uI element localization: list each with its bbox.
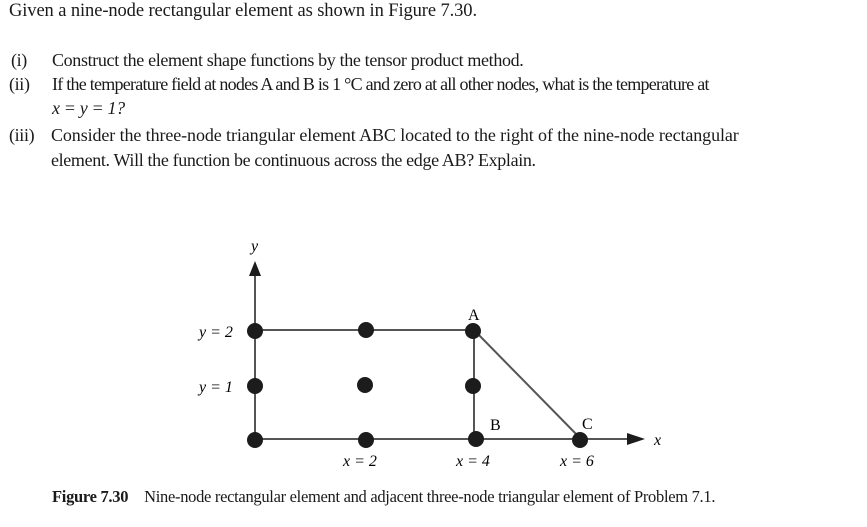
y-tick-1: y = 1 xyxy=(199,379,233,396)
figure-label: Figure 7.30 xyxy=(52,487,129,506)
y-axis-arrow-icon xyxy=(249,261,261,276)
x-tick-4: x = 4 xyxy=(456,453,490,470)
x-tick-6: x = 6 xyxy=(560,453,594,470)
problem-intro: Given a nine-node rectangular element as shown in Figure 7.30. xyxy=(9,1,477,21)
question-number: (ii) xyxy=(9,74,30,94)
node-A xyxy=(465,323,481,339)
question-text: Construct the element shape functions by the tensor product method. xyxy=(52,50,524,70)
node xyxy=(247,432,263,448)
x-axis-label: x xyxy=(654,432,662,449)
node xyxy=(465,378,481,394)
node-C xyxy=(572,432,588,448)
question-text-math: x = y = 1? xyxy=(52,98,125,118)
figure-caption xyxy=(52,487,715,507)
y-tick-2: y = 2 xyxy=(199,324,233,341)
figure-caption-text: Nine-node rectangular element and adjacent three-node triangular element of Problem 7.1. xyxy=(144,487,716,506)
question-text: element. Will the function be continuous across the edge AB? Explain. xyxy=(51,150,536,170)
node-label-A: A xyxy=(468,307,480,324)
node xyxy=(358,432,374,448)
y-axis-label: y xyxy=(251,238,259,255)
x-tick-2: x = 2 xyxy=(343,453,377,470)
node xyxy=(247,323,263,339)
node-B xyxy=(468,431,484,447)
question-number: (iii) xyxy=(9,125,35,145)
node xyxy=(357,377,373,393)
node xyxy=(247,378,263,394)
node-label-C: C xyxy=(582,416,593,433)
question-number: (i) xyxy=(11,50,27,70)
x-axis-arrow-icon xyxy=(627,433,645,445)
question-text: If the temperature field at nodes A and B is 1 °C and zero at all other nodes, what is the temperature at xyxy=(52,74,709,94)
question-text: Consider the three-node triangular element ABC located to the right of the nine-node rectangular xyxy=(51,125,739,145)
node xyxy=(358,322,374,338)
element-edges xyxy=(255,272,630,440)
node-label-B: B xyxy=(490,417,501,434)
nodes xyxy=(247,322,588,448)
